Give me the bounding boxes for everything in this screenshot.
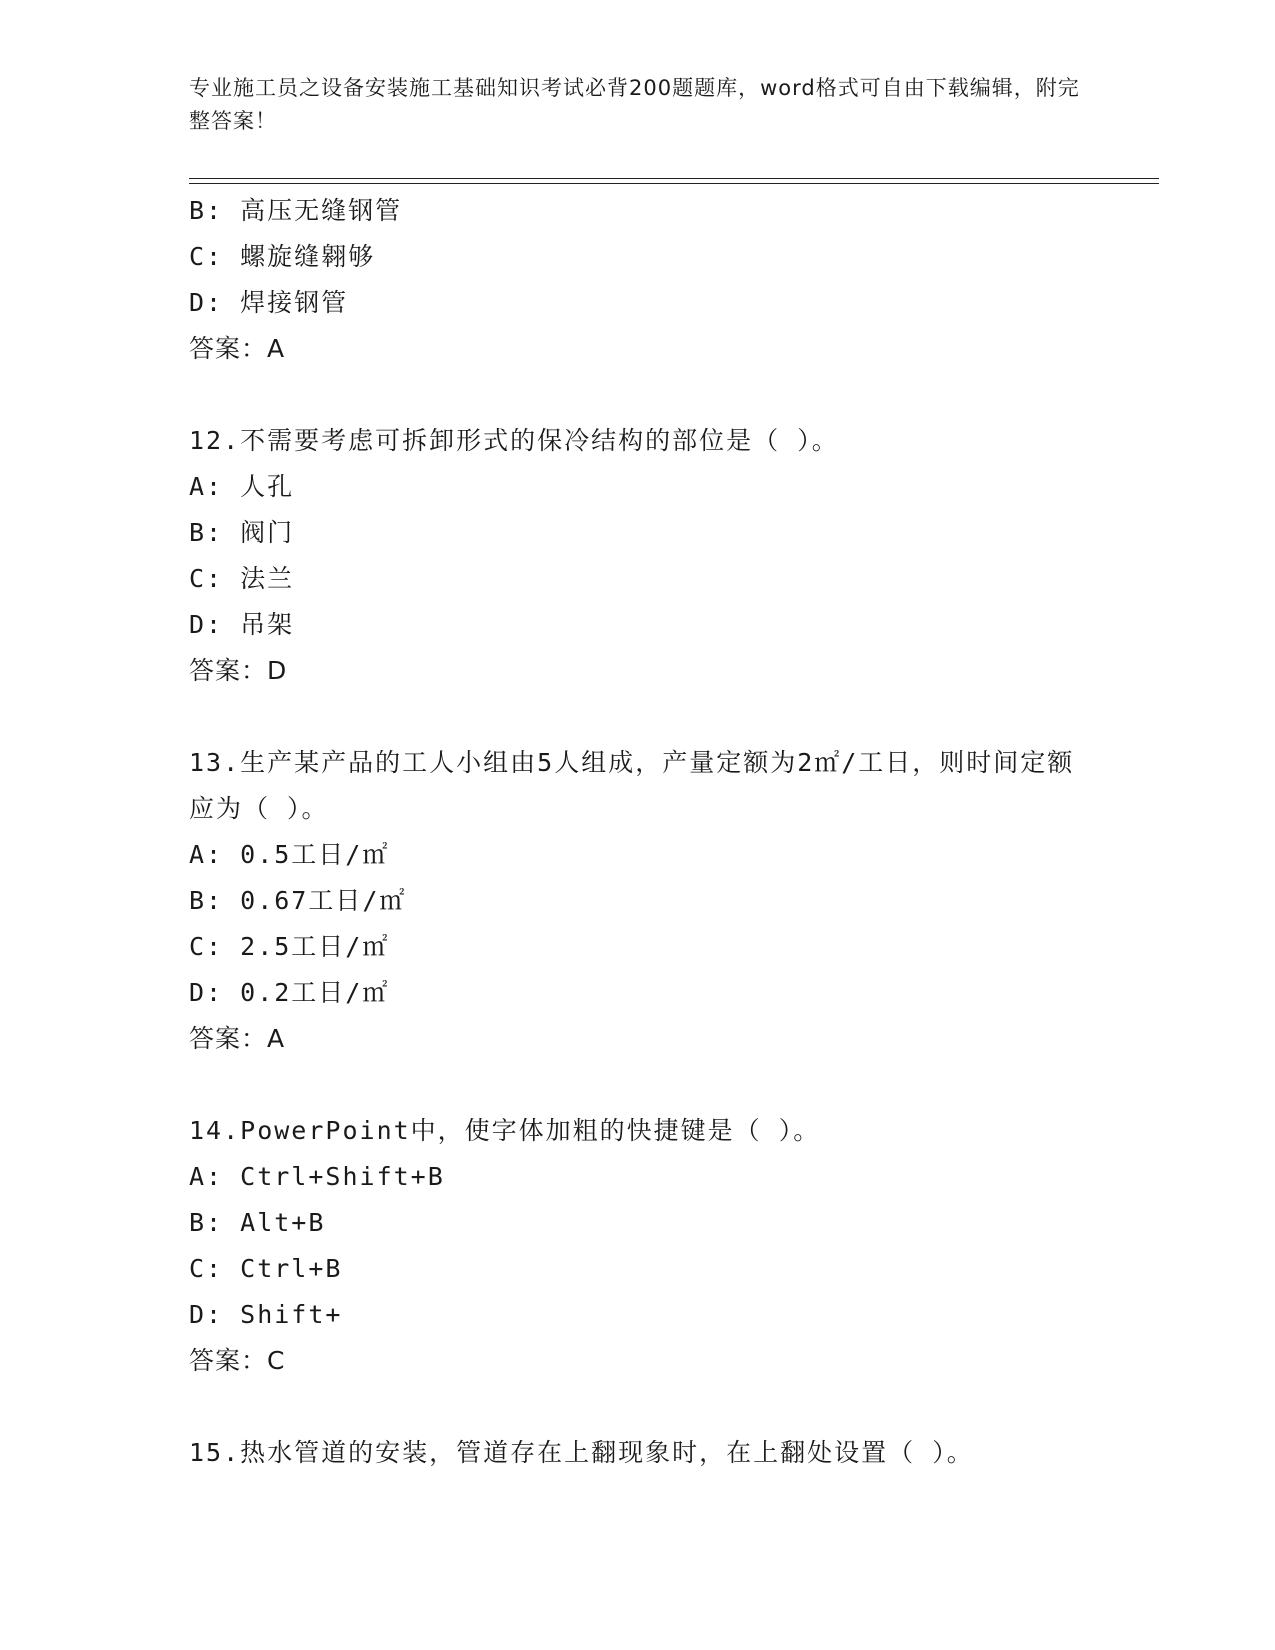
header-divider-bottom xyxy=(189,183,1159,184)
option-b: B: 阀门 xyxy=(189,518,295,547)
question-13: 13.生产某产品的工人小组由5人组成，产量定额为2㎡/工日，则时间定额应为（ ）。 xyxy=(189,748,1075,823)
question-15: 15.热水管道的安装，管道存在上翻现象时，在上翻处设置（ ）。 xyxy=(189,1438,974,1467)
option-a: A: 人孔 xyxy=(189,472,295,501)
option-b: B: 高压无缝钢管 xyxy=(189,196,403,225)
answer-line: 答案：C xyxy=(189,1346,286,1375)
document-header: 专业施工员之设备安装施工基础知识考试必背200题题库，word格式可自由下载编辑，附完整答案！ xyxy=(189,76,1080,133)
option-d: D: 吊架 xyxy=(189,610,295,639)
option-c: C: 螺旋缝翱够 xyxy=(189,242,376,271)
option-b: B: Alt+B xyxy=(189,1208,326,1237)
option-b: B: 0.67工日/㎡ xyxy=(189,886,407,915)
question-12: 12.不需要考虑可拆卸形式的保冷结构的部位是（ ）。 xyxy=(189,426,839,455)
option-a: A: 0.5工日/㎡ xyxy=(189,840,390,869)
answer-line: 答案：D xyxy=(189,656,288,685)
header-divider-top xyxy=(189,178,1159,179)
option-c: C: Ctrl+B xyxy=(189,1254,343,1283)
option-c: C: 2.5工日/㎡ xyxy=(189,932,390,961)
answer-line: 答案：A xyxy=(189,1024,286,1053)
question-list xyxy=(189,188,1139,1476)
option-c: C: 法兰 xyxy=(189,564,295,593)
option-d: D: 0.2工日/㎡ xyxy=(189,978,390,1007)
option-d: D: Shift+ xyxy=(189,1300,343,1329)
question-14: 14.PowerPoint中，使字体加粗的快捷键是（ ）。 xyxy=(189,1116,821,1145)
option-d: D: 焊接钢管 xyxy=(189,288,349,317)
answer-line: 答案：A xyxy=(189,334,286,363)
option-a: A: Ctrl+Shift+B xyxy=(189,1162,445,1191)
